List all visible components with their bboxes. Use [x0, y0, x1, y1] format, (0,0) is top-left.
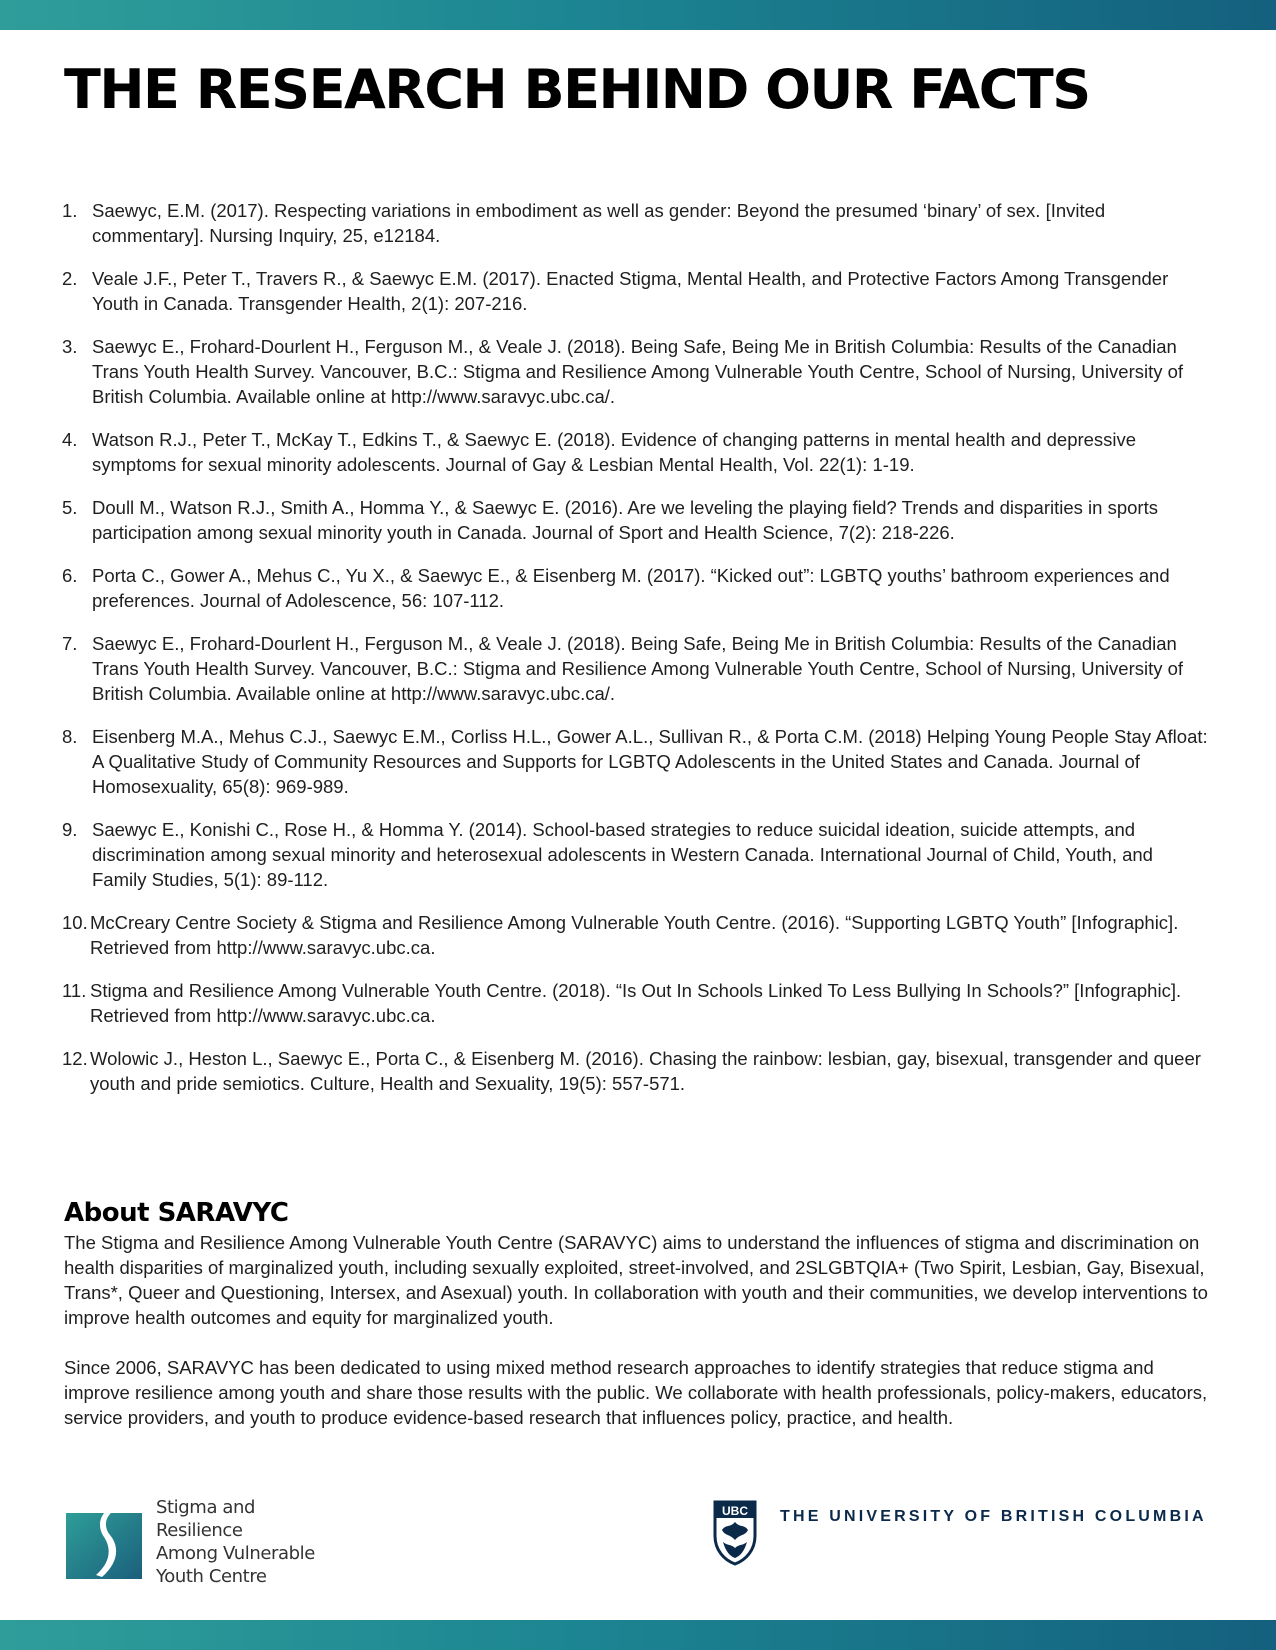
reference-text: Saewyc, E.M. (2017). Respecting variations in embodiment as well as gender: Beyond the presumed ‘binary’ of sex. [Invited commentary]. Nursing Inquiry, 25, e12184.: [92, 200, 1106, 246]
reference-text: Saewyc E., Konishi C., Rose H., & Homma Y. (2014). School-based strategies to reduce suicidal ideation, suicide attempts, and discrimination among sexual minority and heterosexual adolescents in Western Canada. International Journal of Child, Youth, and Family Studies, 5(1): 89-112.: [92, 819, 1153, 890]
saravyc-logo-line-3: Youth Centre: [156, 1566, 267, 1587]
top-color-band: [0, 0, 1276, 30]
reference-text: Watson R.J., Peter T., McKay T., Edkins T., & Saewyc E. (2018). Evidence of changing patterns in mental health and depressive symptoms for sexual minority adolescents. Journal of Gay & Lesbian Mental Health, Vol. 22(1): 1-19.: [92, 429, 1137, 475]
reference-number: 1.: [62, 200, 78, 221]
bottom-color-band: [0, 1620, 1276, 1650]
reference-item: [62, 563, 1212, 613]
reference-item: [62, 1046, 1212, 1096]
page-title: THE RESEARCH BEHIND OUR FACTS: [64, 58, 1090, 121]
reference-number: 12.: [62, 1048, 88, 1069]
ubc-crest-icon: [712, 1500, 758, 1566]
reference-text: Doull M., Watson R.J., Smith A., Homma Y., & Saewyc E. (2016). Are we leveling the playing field? Trends and disparities in sports participation among sexual minority youth in Canada. Journal of Sport and Health Science, 7(2): 218-226.: [92, 497, 1158, 543]
reference-number: 7.: [62, 633, 78, 654]
about-section: [64, 1198, 1214, 1430]
reference-text: Saewyc E., Frohard-Dourlent H., Ferguson M., & Veale J. (2018). Being Safe, Being Me in British Columbia: Results of the Canadian Trans Youth Health Survey. Vancouver, B.C.: Stigma and Resilience Among Vulnerable Youth Centre, School of Nursing, University of British Columbia. Available online at http://www.saravyc.ubc.ca/.: [92, 336, 1184, 407]
about-paragraph-2: Since 2006, SARAVYC has been dedicated to using mixed method research approaches to identify strategies that reduce stigma and improve resilience among youth and share those results with the public. We collaborate with health professionals, policy-makers, educators, service providers, and youth to produce evidence-based research that influences policy, practice, and health.: [64, 1357, 1208, 1428]
reference-text: Saewyc E., Frohard-Dourlent H., Ferguson M., & Veale J. (2018). Being Safe, Being Me in British Columbia: Results of the Canadian Trans Youth Health Survey. Vancouver, B.C.: Stigma and Resilience Among Vulnerable Youth Centre, School of Nursing, University of British Columbia. Available online at http://www.saravyc.ubc.ca/.: [92, 633, 1184, 704]
reference-number: 11.: [62, 980, 87, 1001]
reference-number: 9.: [62, 819, 78, 840]
reference-item: [62, 334, 1212, 409]
ubc-crest-text: UBC: [722, 1504, 748, 1518]
reference-text: Wolowic J., Heston L., Saewyc E., Porta C., & Eisenberg M. (2016). Chasing the rainbow: lesbian, gay, bisexual, transgender and queer youth and pride semiotics. Culture, Health and Sexuality, 19(5): 557-571.: [90, 1048, 1201, 1094]
reference-number: 2.: [62, 268, 78, 289]
reference-item: [62, 266, 1212, 316]
reference-list: [62, 198, 1212, 1114]
ubc-logo: [712, 1500, 1207, 1566]
saravyc-logo: [66, 1496, 336, 1588]
saravyc-logo-line-1: Stigma and Resilience: [156, 1497, 256, 1541]
saravyc-logo-line-2: Among Vulnerable: [156, 1543, 315, 1564]
reference-number: 3.: [62, 336, 78, 357]
reference-item: [62, 724, 1212, 799]
reference-text: Stigma and Resilience Among Vulnerable Youth Centre. (2018). “Is Out In Schools Linked To Less Bullying In Schools?” [Infographic]. Retrieved from http://www.saravyc.ubc.ca.: [90, 980, 1182, 1026]
about-heading: About SARAVYC: [64, 1198, 289, 1228]
reference-item: [62, 631, 1212, 706]
reference-item: [62, 910, 1212, 960]
saravyc-logo-text: [156, 1496, 336, 1588]
saravyc-logo-icon: [66, 1505, 142, 1579]
reference-text: Porta C., Gower A., Mehus C., Yu X., & Saewyc E., & Eisenberg M. (2017). “Kicked out”: LGBTQ youths’ bathroom experiences and preferences. Journal of Adolescence, 56: 107-112.: [92, 565, 1170, 611]
reference-text: Eisenberg M.A., Mehus C.J., Saewyc E.M., Corliss H.L., Gower A.L., Sullivan R., & Porta C.M. (2018) Helping Young People Stay Afloat: A Qualitative Study of Community Resources and Supports for LGBTQ Adolescents in the United States and Canada. Journal of Homosexuality, 65(8): 969-989.: [92, 726, 1208, 797]
about-paragraph-1: The Stigma and Resilience Among Vulnerable Youth Centre (SARAVYC) aims to understand the influences of stigma and discrimination on health disparities of marginalized youth, including sexually exploited, street-involved, and 2SLGBTQIA+ (Two Spirit, Lesbian, Gay, Bisexual, Trans*, Queer and Questioning, Intersex, and Asexual) youth. In collaboration with youth and their communities, we develop interventions to improve health outcomes and equity for marginalized youth.: [64, 1232, 1208, 1328]
reference-text: Veale J.F., Peter T., Travers R., & Saewyc E.M. (2017). Enacted Stigma, Mental Health, and Protective Factors Among Transgender Youth in Canada. Transgender Health, 2(1): 207-216.: [92, 268, 1169, 314]
reference-item: [62, 495, 1212, 545]
reference-number: 10.: [62, 912, 88, 933]
reference-text: McCreary Centre Society & Stigma and Resilience Among Vulnerable Youth Centre. (2016). “Supporting LGBTQ Youth” [Infographic]. Retrieved from http://www.saravyc.ubc.ca.: [90, 912, 1179, 958]
reference-item: [62, 817, 1212, 892]
reference-item: [62, 198, 1212, 248]
reference-number: 6.: [62, 565, 78, 586]
reference-number: 4.: [62, 429, 78, 450]
ubc-name: THE UNIVERSITY OF BRITISH COLUMBIA: [780, 1508, 1207, 1525]
reference-item: [62, 427, 1212, 477]
reference-number: 5.: [62, 497, 78, 518]
reference-item: [62, 978, 1212, 1028]
reference-number: 8.: [62, 726, 78, 747]
